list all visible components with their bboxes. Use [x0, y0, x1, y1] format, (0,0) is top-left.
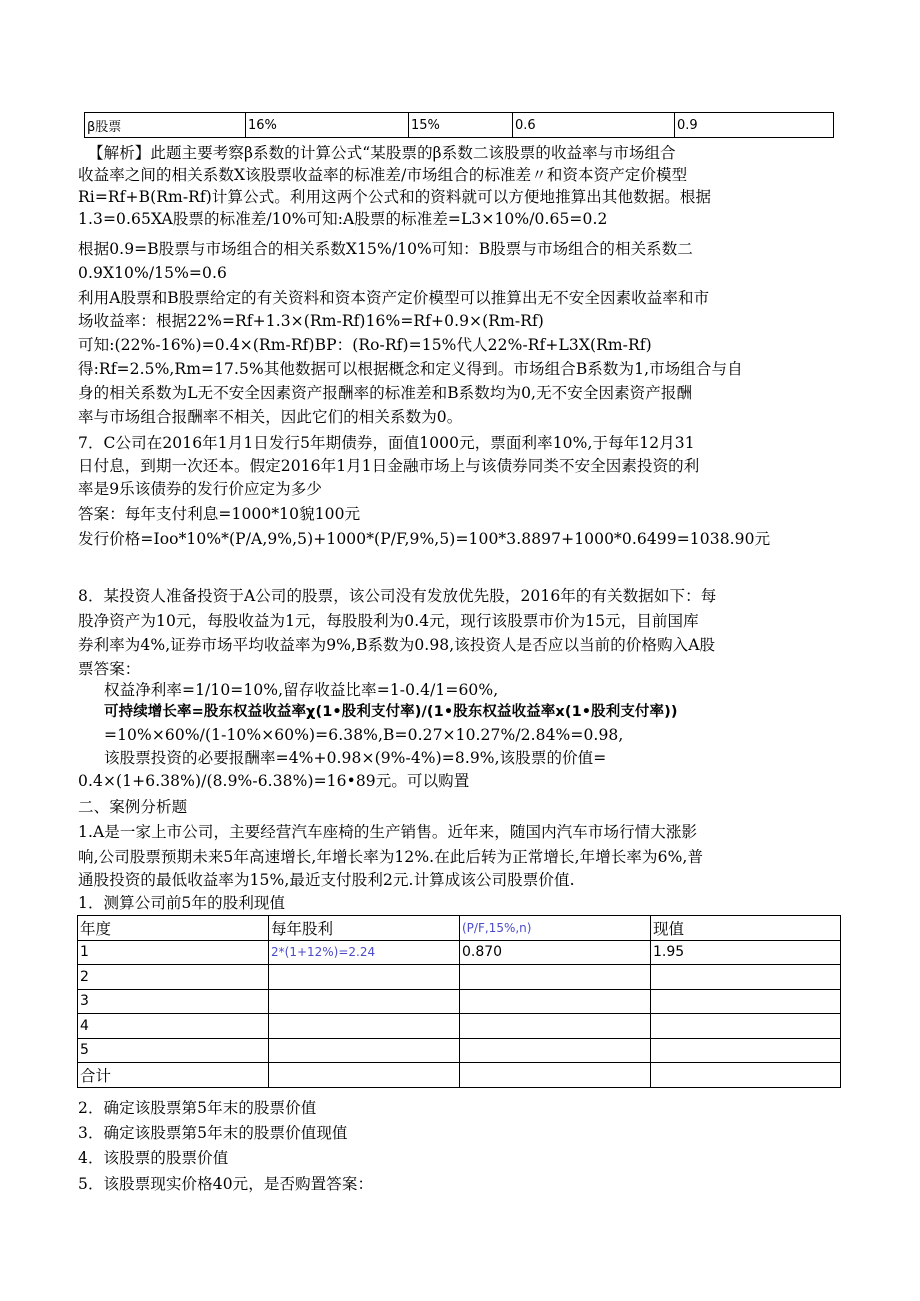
table-cell — [651, 989, 841, 1014]
analysis-paragraph-line: 1.3=0.65XA股票的标准差/10%可知:A股票的标准差=L3×10%/0.65=0.2 — [78, 210, 608, 228]
analysis-paragraph-line: 【解析】此题主要考察β系数的计算公式“某股票的β系数二该股票的收益率与市场组合 — [88, 144, 676, 162]
answer-8-line: 0.4×(1+6.38%)/(8.9%-6.38%)=16•89元。可以购置 — [78, 772, 470, 790]
answer-8-formula: 可持续增长率=股东权益收益率χ(1•股利支付率)/(1•股东权益收益率x(1•股利支付率)) — [104, 704, 678, 720]
case-step-line: 1．测算公司前5年的股利现值 — [78, 894, 286, 912]
answer-7-line: 发行价格=Ioo*10%*(P/A,9%,5)+1000*(P/F,9%,5)=100*3.8897+1000*0.6499=1038.90元 — [78, 530, 771, 548]
table-row — [78, 989, 841, 1014]
analysis-paragraph-line: 利用A股票和B股票给定的有关资料和资本资产定价模型可以推算出无不安全因素收益率和市 — [78, 289, 710, 307]
table-cell — [269, 1038, 460, 1063]
table-cell — [460, 989, 651, 1014]
table-header-cell: 年度 — [78, 916, 269, 941]
table-cell: 2*(1+12%)=2.24 — [269, 940, 460, 965]
table-cell — [269, 1063, 460, 1088]
table-cell: 1 — [78, 940, 269, 965]
table-row — [78, 1063, 841, 1088]
case-step-line: 5．该股票现实价格40元，是否购置答案： — [78, 1175, 374, 1193]
analysis-paragraph-line: 0.9X10%/15%=0.6 — [78, 264, 227, 282]
question-7-line: 7．C公司在2016年1月1日发行5年期债券，面值1000元，票面利率10%,于每年12月31 — [78, 434, 695, 452]
stock-data-table — [84, 112, 834, 138]
table-header-cell: 现值 — [651, 916, 841, 941]
table-cell: 3 — [78, 989, 269, 1014]
table-header-row — [78, 916, 841, 941]
analysis-paragraph-line: 身的相关系数为L无不安全因素资产报酬率的标准差和B系数均为0,无不安全因素资产报酬 — [78, 384, 693, 402]
table-cell — [269, 965, 460, 990]
table-row — [78, 1038, 841, 1063]
question-8-line: 券利率为4%,证券市场平均收益率为9%,B系数为0.98,该投资人是否应以当前的价格购入A股 — [78, 636, 716, 654]
analysis-paragraph-line: 场收益率：根据22%=Rf+1.3×(Rm-Rf)16%=Rf+0.9×(Rm-Rf) — [78, 312, 544, 330]
table-cell: 4 — [78, 1014, 269, 1039]
analysis-paragraph-line: 率与市场组合报酬率不相关，因此它们的相关系数为0。 — [78, 408, 463, 426]
question-8-line: 8．某投资人准备投资于A公司的股票，该公司没有发放优先股，2016年的有关数据如下：每 — [78, 587, 717, 605]
section-heading: 二、案例分析题 — [78, 798, 188, 816]
case-paragraph-line: 1.A是一家上市公司，主要经营汽车座椅的生产销售。近年来，随国内汽车市场行情大涨影 — [78, 823, 698, 841]
table-cell: 1.95 — [651, 940, 841, 965]
table-cell — [460, 1063, 651, 1088]
answer-8-line: 权益净利率=1/10=10%,留存收益比率=1-0.4/1=60%, — [104, 681, 499, 699]
table-cell — [460, 965, 651, 990]
question-8-line: 股净资产为10元，每股收益为1元，每股股利为0.4元，现行该股票市价为15元，目前国库 — [78, 612, 699, 630]
question-8-line: 票答案： — [78, 660, 141, 678]
table-row — [78, 965, 841, 990]
table-row — [85, 113, 834, 138]
analysis-paragraph-line: 得:Rf=2.5%,Rm=17.5%其他数据可以根据概念和定义得到。市场组合B系数为1,市场组合与自 — [78, 360, 743, 378]
case-step-line: 2．确定该股票第5年末的股票价值 — [78, 1099, 317, 1117]
case-step-line: 4．该股票的股票价值 — [78, 1149, 229, 1167]
table-cell: 合计 — [78, 1063, 269, 1088]
table-header-cell: (P/F,15%,n) — [460, 916, 651, 941]
table-row — [78, 940, 841, 965]
analysis-paragraph-line: Ri=Rf+B(Rm-Rf)计算公式。利用这两个公式和的资料就可以方便地推算出其他数据。根据 — [78, 188, 712, 206]
table-cell: 2 — [78, 965, 269, 990]
answer-7-line: 答案：每年支付利息=1000*10貌100元 — [78, 505, 361, 523]
table-cell — [651, 965, 841, 990]
case-step-line: 3．确定该股票第5年末的股票价值现值 — [78, 1124, 348, 1142]
table-cell — [460, 1014, 651, 1039]
question-7-line: 率是9乐该债券的发行价应定为多少 — [78, 480, 322, 498]
table-header-cell: 每年股利 — [269, 916, 460, 941]
dividend-table — [77, 915, 841, 1088]
question-7-line: 日付息，到期一次还本。假定2016年1月1日金融市场上与该债券同类不安全因素投资的利 — [78, 457, 700, 475]
table-cell — [460, 1038, 651, 1063]
case-paragraph-line: 通股投资的最低收益率为15%,最近支付股利2元.计算成该公司股票价值. — [78, 871, 575, 889]
table-cell: 15% — [409, 113, 513, 138]
table-cell: 16% — [246, 113, 409, 138]
analysis-paragraph-line: 根据0.9=B股票与市场组合的相关系数X15%/10%可知：B股票与市场组合的相关系数二 — [78, 240, 693, 258]
table-cell: 0.870 — [460, 940, 651, 965]
case-paragraph-line: 响,公司股票预期未来5年高速增长,年增长率为12%.在此后转为正常增长,年增长率为6%,普 — [78, 848, 704, 866]
table-cell — [651, 1038, 841, 1063]
table-cell: β股票 — [85, 113, 246, 138]
analysis-paragraph-line: 收益率之间的相关系数X该股票收益率的标准差/市场组合的标准差〃和资本资产定价模型 — [78, 166, 688, 184]
table-cell: 0.6 — [513, 113, 675, 138]
table-cell — [269, 989, 460, 1014]
table-cell: 5 — [78, 1038, 269, 1063]
table-cell — [269, 1014, 460, 1039]
table-cell: 0.9 — [675, 113, 834, 138]
table-row — [78, 1014, 841, 1039]
table-cell — [651, 1014, 841, 1039]
table-cell — [651, 1063, 841, 1088]
answer-8-line: 该股票投资的必要报酬率=4%+0.98×(9%-4%)=8.9%,该股票的价值= — [104, 749, 607, 767]
answer-8-line: =10%×60%/(1-10%×60%)=6.38%,B=0.27×10.27%/2.84%=0.98, — [104, 726, 624, 744]
analysis-paragraph-line: 可知:(22%-16%)=0.4×(Rm-Rf)BP：(Ro-Rf)=15%代人22%-Rf+L3X(Rm-Rf) — [78, 336, 652, 354]
